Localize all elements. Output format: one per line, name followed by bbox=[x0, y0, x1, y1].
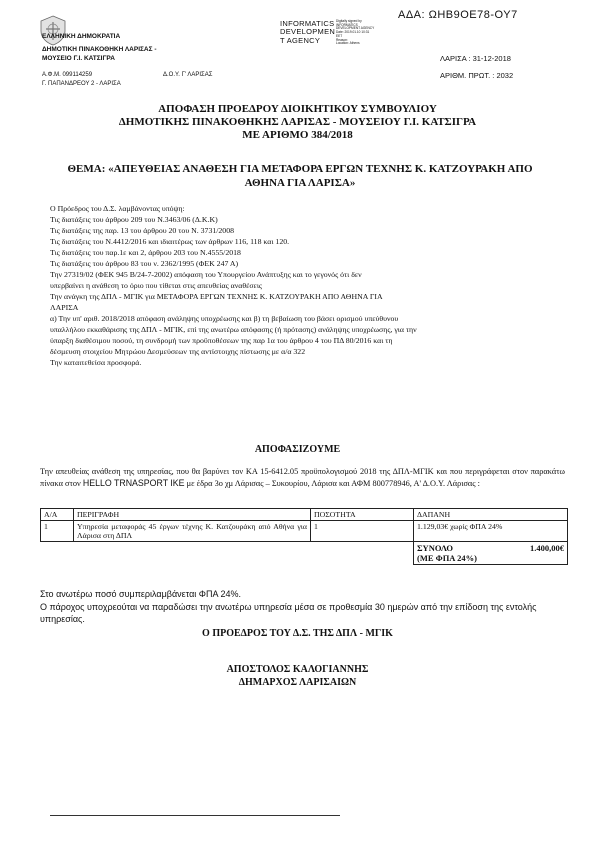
consideration-line: α) Την υπ' αριθ. 2018/2018 απόφαση ανάληψης υποχρέωσης και β) τη βεβαίωση του βάσει ορισμού υπεύθυνου bbox=[50, 314, 399, 323]
consideration-line: Τις διατάξεις της παρ. 13 του άρθρου 20 του Ν. 3731/2008 bbox=[50, 226, 235, 235]
org-line-1: ΕΛΛΗΝΙΚΗ ΔΗΜΟΚΡΑΤΙΑ bbox=[42, 33, 121, 40]
org-address: Γ. ΠΑΠΑΝΔΡΕΟΥ 2 - ΛΑΡΙΣΑ bbox=[42, 81, 121, 87]
consideration-line: Τις διατάξεις του παρ.1ε και 2, άρθρου 203 του Ν.4555/2018 bbox=[50, 248, 241, 257]
decision-heading: ΑΠΟΦΑΣΙΖΟΥΜΕ bbox=[254, 444, 341, 455]
signatory-name: ΑΠΟΣΤΟΛΟΣ ΚΑΛΟΓΙΑΝΝΗΣ bbox=[226, 664, 369, 675]
contractor-name: HELLO TRNASPORT IKE bbox=[82, 477, 185, 488]
protocol-number: ΑΡΙΘΜ. ΠΡΩΤ. : 2032 bbox=[440, 71, 514, 80]
org-line-2: ΔΗΜΟΤΙΚΗ ΠΙΝΑΚΟΘΗΚΗ ΛΑΡΙΣΑΣ - bbox=[42, 46, 157, 53]
afm-number: Α.Φ.Μ. 099114259 bbox=[42, 72, 93, 78]
consideration-line: υπερβαίνει η ανάθεση το όριο που τίθεται στις απευθείας αναθέσεις bbox=[50, 281, 263, 290]
signature-logo-text: INFORMATICS DEVELOPMEN T AGENCY bbox=[280, 19, 336, 45]
total-vat-note: (ΜΕ ΦΠΑ 24%) bbox=[417, 553, 477, 563]
cell-cost: 1.129,03€ χωρίς ΦΠΑ 24% bbox=[414, 521, 568, 542]
consideration-line: Τις διατάξεις του Ν.4412/2016 και ιδιαιτέρως των άρθρων 116, 118 και 120. bbox=[50, 237, 290, 246]
doy-office: Δ.Ο.Υ. Γ' ΛΑΡΙΣΑΣ bbox=[163, 72, 213, 78]
vat-note: Στο ανωτέρω ποσό συμπεριλαμβάνεται ΦΠΑ 24%. bbox=[40, 589, 242, 599]
decision-paragraph: Την απευθείας ανάθεση της υπηρεσίας, που θα βαρύνει τον ΚΑ 15-6412.05 προϋπολογισμού 2018 της ΔΠΛ-ΜΓΙΚ και που περιγράφεται στον παρακάτω πίνακα στον HELLO TRNASPORT IKE με έδρα 3ο χμ Λάρισας – Συκουρίου, Λάρισα και ΑΦΜ 800778946, Α' Δ.Ο.Υ. Λάρισας : bbox=[40, 467, 565, 488]
document-date: ΛΑΡΙΣΑ : 31-12-2018 bbox=[440, 54, 511, 63]
consideration-line: Την καταιτεθείσα προσφορά. bbox=[50, 358, 142, 367]
title-line-1: ΑΠΟΦΑΣΗ ΠΡΟΕΔΡΟΥ ΔΙΟΙΚΗΤΙΚΟΥ ΣΥΜΒΟΥΛΙΟΥ bbox=[158, 103, 437, 115]
delivery-note: Ο πάροχος υποχρεούται να παραδώσει την ανωτέρω υπηρεσία μέσα σε προθεσμία 30 ημερών από την επίδοση της εντολής υπηρεσίας. bbox=[40, 602, 537, 624]
consideration-line: Τις διατάξεις του άρθρου 83 του ν. 2362/1995 (ΦΕΚ 247 Α) bbox=[50, 259, 239, 268]
org-line-3: ΜΟΥΣΕΙΟ Γ.Ι. ΚΑΤΣΙΓΡΑ bbox=[42, 55, 115, 62]
consideration-line: Την ανάγκη της ΔΠΛ - ΜΓΙΚ για ΜΕΤΑΦΟΡΑ ΕΡΓΩΝ ΤΕΧΝΗΣ Κ. ΚΑΤΖΟΥΡΑΚΗ ΑΠΟ ΑΘΗΝΑ ΓΙΑ bbox=[50, 292, 383, 301]
consideration-line: υπαλλήλου εκκαθάρισης της ΔΠΛ - ΜΓΙΚ, επί της ανωτέρω απόφασης (ή πρότασης) ανάληψης υποχρέωσης, για την bbox=[50, 325, 417, 334]
col-header-aa: Α/Α bbox=[41, 509, 74, 521]
table-header-row bbox=[41, 509, 568, 521]
cell-aa: 1 bbox=[41, 521, 74, 542]
president-line: Ο ΠΡΟΕΔΡΟΣ ΤΟΥ Δ.Σ. ΤΗΣ ΔΠΛ - ΜΓΙΚ bbox=[202, 628, 393, 639]
signature-details: Digitally signed by INFORMATICS DEVELOPMENT AGENCY Date: 2019.01.10 10:31 EET Reason: Location: Athens bbox=[336, 19, 375, 46]
title-line-2: ΔΗΜΟΤΙΚΗΣ ΠΙΝΑΚΟΘΗΚΗΣ ΛΑΡΙΣΑΣ - ΜΟΥΣΕΙΟΥ Γ.Ι. ΚΑΤΣΙΓΡΑ bbox=[118, 116, 477, 128]
cell-total bbox=[414, 542, 568, 565]
col-header-description: ΠΕΡΙΓΡΑΦΗ bbox=[74, 509, 311, 521]
consideration-line: Την 27319/02 (ΦΕΚ 945 Β/24-7-2002) απόφαση του Υπουργείου Ανάπτυξης και το γεγονός ότι δεν bbox=[50, 270, 362, 279]
col-header-quantity: ΠΟΣΟΤΗΤΑ bbox=[311, 509, 414, 521]
total-value: 1.400,00€ bbox=[530, 543, 564, 553]
consideration-line: Ο Πρόεδρος του Δ.Σ. λαμβάνοντας υπόψη: bbox=[50, 204, 185, 213]
subject-line-1: ΘΕΜΑ: «ΑΠΕΥΘΕΙΑΣ ΑΝΑΘΕΣΗ ΓΙΑ ΜΕΤΑΦΟΡΑ ΕΡΓΩΝ ΤΕΧΝΗΣ Κ. ΚΑΤΖΟΥΡΑΚΗ ΑΠΟ bbox=[67, 163, 533, 175]
total-label: ΣΥΝΟΛΟ bbox=[417, 543, 454, 553]
table-total-row bbox=[41, 542, 568, 565]
signatory-title: ΔΗΜΑΡΧΟΣ ΛΑΡΙΣΑΙΩΝ bbox=[238, 677, 357, 688]
considerations-list bbox=[50, 203, 550, 368]
ada-code: ΑΔΑ: ΩΗΒ9ΟΕ78-ΟΥ7 bbox=[398, 9, 518, 21]
consideration-line: δέσμευση στοιχείου Μητρώου Δεσμεύσεων της αντίστοιχης πίστωσης με α/α 322 bbox=[50, 347, 306, 356]
title-line-3: ΜΕ ΑΡΙΘΜΟ 384/2018 bbox=[242, 129, 353, 141]
cell-description: Υπηρεσία μεταφοράς 45 έργων τέχνης Κ. Κατζουράκη από Αθήνα για Λάρισα στη ΔΠΛ bbox=[74, 521, 311, 542]
subject-line-2: ΑΘΗΝΑ ΓΙΑ ΛΑΡΙΣΑ» bbox=[244, 177, 356, 189]
consideration-line: Τις διατάξεις του άρθρου 209 του Ν.3463/06 (Δ.Κ.Κ) bbox=[50, 215, 218, 224]
table-row bbox=[41, 521, 568, 542]
cell-quantity: 1 bbox=[311, 521, 414, 542]
consideration-line: ύπαρξη διαθέσιμου ποσού, τη συνδρομή των προϋποθέσεων της παρ 1α του άρθρου 4 του ΠΔ 80/2016 και τη bbox=[50, 336, 393, 345]
consideration-line: ΛΑΡΙΣΑ bbox=[50, 303, 79, 312]
col-header-cost: ΔΑΠΑΝΗ bbox=[414, 509, 568, 521]
hellenic-emblem-icon bbox=[38, 14, 68, 46]
costs-table bbox=[40, 508, 568, 565]
footer-divider bbox=[50, 815, 340, 816]
